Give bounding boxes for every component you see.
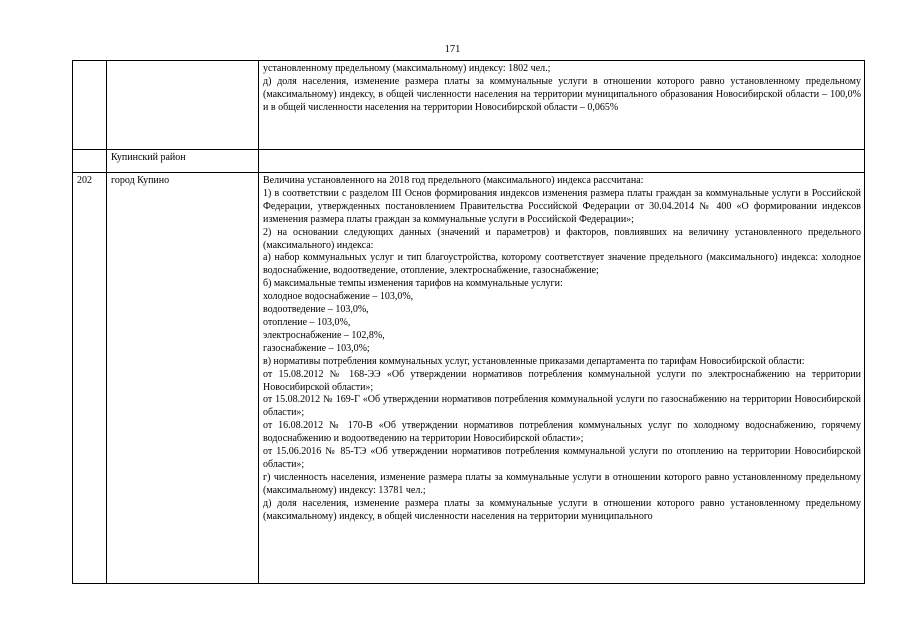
description-paragraph: установленному предельному (максимальному) индексу: 1802 чел.; <box>263 63 551 74</box>
tariff-item: отопление – 103,0%, <box>263 316 351 328</box>
description-paragraph: д) доля населения, изменение размера платы за коммунальные услуги в отношении которого равно установленному предельному (максимальному) индексу, в общей численности населения на территории муниципального образования Новосибирской области – 100,0% и в общей численности населения на территории Новосибирской области – 0,065% <box>263 75 861 113</box>
row-number-cell: 202 <box>73 173 107 584</box>
tariff-item: газоснабжение – 103,0%; <box>263 342 370 354</box>
tariff-item: водоотведение – 103,0%, <box>263 304 369 316</box>
table-row-district <box>73 150 865 173</box>
order-reference: от 15.06.2016 № 85-ТЭ «Об утверждении нормативов потребления коммунальной услуги по отоплению на территории Новосибирской области»; <box>263 446 861 470</box>
table-row-municipality <box>73 173 865 584</box>
municipality-name-cell <box>107 61 259 150</box>
municipality-name-cell: город Купино <box>107 173 259 584</box>
index-description-cell <box>259 173 865 584</box>
description-paragraph: Величина установленного на 2018 год предельного (максимального) индекса рассчитана: <box>263 175 644 186</box>
description-paragraph: в) нормативы потребления коммунальных услуг, установленные приказами департамента по тарифам Новосибирской области: <box>263 355 805 367</box>
tariff-item: холодное водоснабжение – 103,0%, <box>263 291 414 303</box>
description-paragraph: б) максимальные темпы изменения тарифов на коммунальные услуги: <box>263 278 563 290</box>
description-paragraph: 1) в соответствии с разделом III Основ формирования индексов изменения размера платы граждан за коммунальные услуги в Российской Федерации, утвержденных постановлением Правительства Российской Федерации от 30.04.2014 № 400 «О формировании индексов изменения размера платы граждан за коммунальные услуги в Российской Федерации»; <box>263 187 861 225</box>
description-paragraph: д) доля населения, изменение размера платы за коммунальные услуги в отношении которого равно установленному предельному (максимальному) индексу, в общей численности населения на территории муниципального <box>263 497 861 522</box>
index-description-cell <box>259 150 865 173</box>
description-paragraph: г) численность населения, изменение размера платы за коммунальные услуги в отношении которого равно установленному предельному (максимальному) индексу: 13781 чел.; <box>263 471 861 496</box>
index-table <box>72 60 865 584</box>
order-reference: от 16.08.2012 № 170-В «Об утверждении нормативов потребления коммунальных услуг по холодному водоснабжению, горячему водоснабжению и водоотведению на территории Новосибирской области»; <box>263 420 861 445</box>
row-number-cell <box>73 150 107 173</box>
row-number-cell <box>73 61 107 150</box>
order-reference: от 15.08.2012 № 169-Г «Об утверждении нормативов потребления коммунальной услуги по газоснабжению на территории Новосибирской области»; <box>263 394 861 419</box>
tariff-item: электроснабжение – 102,8%, <box>263 329 385 341</box>
description-paragraph: а) набор коммунальных услуг и тип благоустройства, которому соответствует значение предельного (максимального) индекса: холодное водоснабжение, водоотведение, отопление, электроснабжение, газоснабжение; <box>263 252 861 277</box>
index-description-cell <box>259 61 865 150</box>
order-reference: от 15.08.2012 № 168-ЭЭ «Об утверждении нормативов потребления коммунальной услуги по электроснабжению на территории Новосибирской области»; <box>263 368 861 393</box>
description-paragraph: 2) на основании следующих данных (значений и параметров) и факторов, повлиявших на величину установленного предельного (максимального) индекса: <box>263 226 861 251</box>
page-number: 171 <box>444 44 461 55</box>
district-name-cell: Купинский район <box>107 150 259 173</box>
table-row-continuation <box>73 61 865 150</box>
